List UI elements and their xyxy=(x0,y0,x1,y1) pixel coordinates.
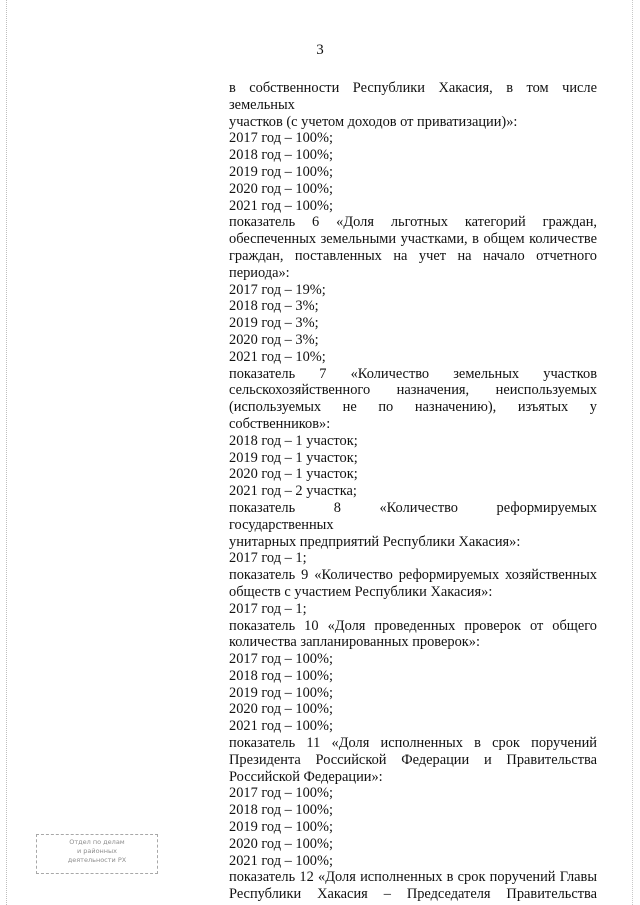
page-number: 3 xyxy=(316,42,324,58)
text-line: обществ с участием Республики Хакасия»: xyxy=(229,583,493,600)
text-line: 2017 год – 1; xyxy=(229,550,307,567)
text-line: показатель 10 «Доля проведенных проверок от общего xyxy=(229,617,597,634)
text-line: 2020 год – 100%; xyxy=(229,701,333,718)
text-line: 2021 год – 10%; xyxy=(229,348,326,365)
scan-edge-right xyxy=(632,0,634,905)
text-line: 2021 год – 100%; xyxy=(229,718,333,735)
text-line: 2017 год – 100%; xyxy=(229,785,333,802)
text-line: 2019 год – 3%; xyxy=(229,315,319,332)
document-body xyxy=(229,80,597,903)
stamp-line: Отдел по делам xyxy=(69,838,125,846)
text-line: унитарных предприятий Республики Хакасия»: xyxy=(229,533,521,550)
text-line: показатель 11 «Доля исполненных в срок поручений xyxy=(229,735,597,752)
text-line: 2019 год – 100%; xyxy=(229,819,333,836)
text-line: Президента Российской Федерации и Правительства xyxy=(229,751,597,768)
text-line: периода»: xyxy=(229,264,290,281)
text-line: 2021 год – 2 участка; xyxy=(229,483,357,500)
text-line: 2020 год – 100%; xyxy=(229,180,333,197)
registration-stamp xyxy=(36,834,158,874)
text-line: обеспеченных земельными участками, в общем количестве xyxy=(229,231,597,248)
text-line: граждан, поставленных на учет на начало отчетного xyxy=(229,247,597,264)
text-line: 2018 год – 100%; xyxy=(229,802,333,819)
text-line: 2017 год – 19%; xyxy=(229,281,326,298)
stamp-line: деятельности РХ xyxy=(67,856,127,864)
text-line: (используемых не по назначению), изъятых у xyxy=(229,399,597,416)
text-line: 2017 год – 100%; xyxy=(229,130,333,147)
text-line: 2018 год – 1 участок; xyxy=(229,432,358,449)
text-line: 2019 год – 1 участок; xyxy=(229,449,358,466)
stamp-line: и районных xyxy=(76,847,118,855)
text-line: 2017 год – 100%; xyxy=(229,651,333,668)
text-line: количества запланированных проверок»: xyxy=(229,634,480,651)
text-line: показатель 8 «Количество реформируемых государственных xyxy=(229,499,597,533)
text-line: 2018 год – 100%; xyxy=(229,667,333,684)
text-line: показатель 7 «Количество земельных участков xyxy=(229,365,597,382)
text-line: 2019 год – 100%; xyxy=(229,684,333,701)
text-line: показатель 9 «Количество реформируемых хозяйственных xyxy=(229,567,597,584)
text-line: 2019 год – 100%; xyxy=(229,163,333,180)
text-line: собственников»: xyxy=(229,415,331,432)
text-line: 2020 год – 100%; xyxy=(229,835,333,852)
text-line: сельскохозяйственного назначения, неиспользуемых xyxy=(229,382,597,399)
text-line: 2018 год – 3%; xyxy=(229,298,319,315)
text-line: 2020 год – 1 участок; xyxy=(229,466,358,483)
text-line: 2018 год – 100%; xyxy=(229,147,333,164)
text-line: 2017 год – 1; xyxy=(229,600,307,617)
text-line: 2020 год – 3%; xyxy=(229,331,319,348)
text-line: Российской Федерации»: xyxy=(229,768,383,785)
text-line: 2021 год – 100%; xyxy=(229,197,333,214)
text-line: показатель 12 «Доля исполненных в срок поручений Главы xyxy=(229,869,597,886)
text-line: участков (с учетом доходов от приватизации)»: xyxy=(229,113,518,130)
text-line: в собственности Республики Хакасия, в том числе земельных xyxy=(229,80,597,113)
text-line: Республики Хакасия – Председателя Правительства xyxy=(229,886,597,903)
scan-edge-left xyxy=(6,0,8,905)
text-line: показатель 6 «Доля льготных категорий граждан, xyxy=(229,214,597,231)
text-line: 2021 год – 100%; xyxy=(229,852,333,869)
